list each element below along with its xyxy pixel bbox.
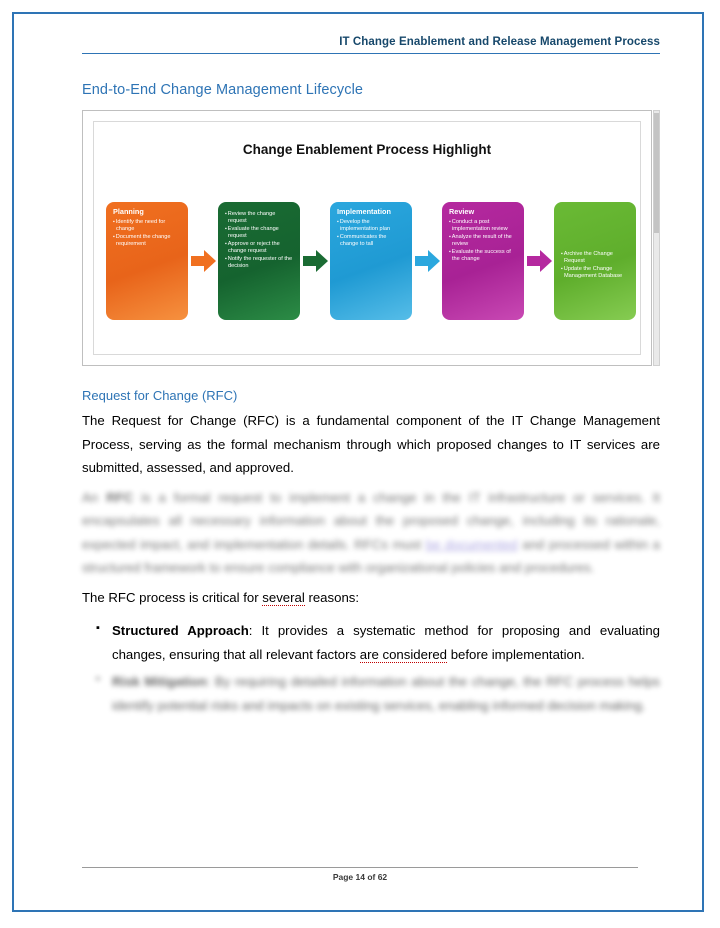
- process-flow: [106, 202, 630, 322]
- node-items: [225, 211, 294, 270]
- spellcheck-underlined-word: are considered: [359, 646, 448, 662]
- node-title: Planning: [113, 207, 144, 216]
- node-item: ▪ Document the change requirement: [113, 234, 182, 248]
- node-title: Review: [449, 207, 475, 216]
- section-heading: End-to-End Change Management Lifecycle: [82, 82, 364, 98]
- inline-link[interactable]: be documented: [425, 536, 518, 552]
- document-header: IT Change Enablement and Release Management Process: [82, 36, 660, 54]
- node-item: ▪ Notify the requester of the decision: [225, 256, 294, 270]
- text-fragment: reasons:: [304, 589, 360, 605]
- document-page: [12, 12, 704, 912]
- page-content: [82, 36, 660, 896]
- page-footer: Page 14 of 62: [82, 867, 638, 882]
- figure-scrollbar-thumb[interactable]: [654, 113, 659, 233]
- text-fragment-bold: RFC: [106, 489, 134, 505]
- process-node-planning: [106, 202, 188, 320]
- flow-arrow-icon: [527, 250, 553, 272]
- process-node-review: [442, 202, 524, 320]
- list-item: [112, 619, 660, 666]
- text-fragment: The RFC process is critical for: [82, 589, 263, 605]
- node-item: ▪ Evaluate the success of the change: [449, 249, 518, 263]
- node-item: ▪ Update the Change Management Database: [561, 266, 630, 280]
- node-item: ▪ Archive the Change Request: [561, 251, 630, 265]
- list-item-label: Structured Approach: [112, 623, 249, 638]
- paragraph-rfc-intro: The Request for Change (RFC) is a fundamental component of the IT Change Management Process, serving as the formal mechanism through which proposed changes to IT services are submitted, assessed, and approved.: [82, 413, 660, 475]
- node-item: ▪ Conduct a post implementation review: [449, 219, 518, 233]
- node-items: [449, 219, 518, 263]
- rfc-reasons-list: [82, 619, 660, 717]
- figure-scrollbar[interactable]: [653, 110, 660, 366]
- process-node-closure: [554, 202, 636, 320]
- flow-arrow-icon: [191, 250, 217, 272]
- figure-canvas: [93, 121, 641, 355]
- process-figure: [82, 110, 660, 370]
- text-fragment: and processed within a structured framework to ensure compliance with organizational policies and procedures.: [82, 536, 660, 575]
- list-item-label: Risk Mitigation: [112, 674, 207, 689]
- figure-title: Change Enablement Process Highlight: [242, 142, 492, 157]
- node-item: ▪ Develop the implementation plan: [337, 219, 406, 233]
- paragraph-rfc-critical: [82, 586, 660, 610]
- node-item: ▪ Review the change request: [225, 211, 294, 225]
- node-item: ▪ Evaluate the change request: [225, 226, 294, 240]
- list-item: [112, 670, 660, 717]
- node-items: [561, 251, 630, 280]
- text-fragment: before implementation.: [447, 646, 585, 662]
- flow-arrow-icon: [303, 250, 329, 272]
- node-item: ▪ Approve or reject the change request: [225, 241, 294, 255]
- spellcheck-underlined-word: several: [262, 589, 305, 605]
- flow-arrow-icon: [415, 250, 441, 272]
- subsection-heading-rfc: Request for Change (RFC): [82, 388, 238, 403]
- node-items: [337, 219, 406, 248]
- node-item: ▪ Identify the need for change: [113, 219, 182, 233]
- node-item: ▪ Communicates the change to tall: [337, 234, 406, 248]
- node-items: [113, 219, 182, 248]
- process-node-implementation: [330, 202, 412, 320]
- process-node-assessment: [218, 202, 300, 320]
- text-fragment: is a formal request to implement a change in the IT infrastructure or services. It encapsulates all necessary information about the proposed change, including its rationale, expected impact, and implementation details. RFCs must: [82, 489, 660, 552]
- figure-border: [82, 110, 652, 366]
- paragraph-rfc-detail: [82, 486, 660, 580]
- node-item: ▪ Analyze the result of the review: [449, 234, 518, 248]
- text-fragment: : By requiring detailed information about the change, the RFC process helps identify potential risks and impacts on existing services, enabling informed decision making.: [112, 674, 660, 713]
- text-fragment: : It provides a systematic method for proposing and evaluating changes, ensuring that all relevant factors: [112, 623, 660, 662]
- node-title: Implementation: [337, 207, 391, 216]
- text-fragment: An: [82, 489, 107, 505]
